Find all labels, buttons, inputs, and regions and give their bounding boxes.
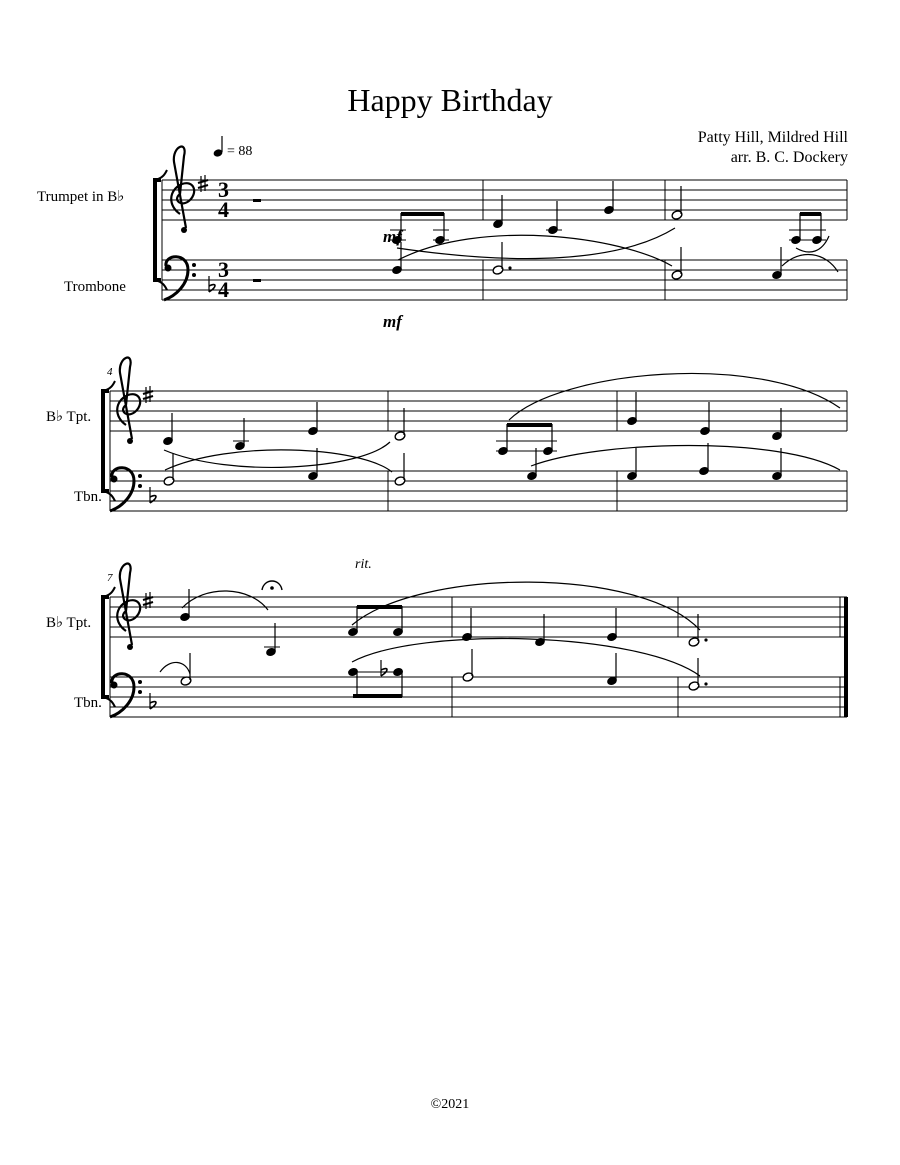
trombone-staff-1 bbox=[162, 260, 847, 300]
trumpet-label-short: B♭ Tpt. bbox=[46, 409, 92, 425]
dynamic-mf-trumpet: mf bbox=[383, 227, 402, 246]
final-barline bbox=[844, 597, 848, 717]
slur bbox=[531, 446, 840, 471]
time-sig-top: 3 bbox=[218, 257, 229, 282]
measure-number: 4 bbox=[107, 366, 113, 378]
brace-2 bbox=[103, 381, 115, 501]
time-sig-top: 3 bbox=[218, 177, 229, 202]
slur bbox=[782, 255, 838, 272]
key-sharp-icon bbox=[143, 386, 153, 403]
composer: Patty Hill, Mildred Hill bbox=[697, 129, 848, 146]
trombone-staff-3 bbox=[110, 677, 847, 717]
trumpet-label: Trumpet in B♭ bbox=[37, 189, 125, 205]
trombone-staff-2 bbox=[110, 471, 847, 511]
key-sharp-icon bbox=[198, 175, 208, 192]
bass-clef-icon bbox=[110, 674, 142, 717]
half-rest bbox=[253, 279, 261, 282]
trumpet-notes-m2 bbox=[492, 181, 615, 235]
trumpet-notes-system2 bbox=[162, 392, 783, 456]
measure-number: 7 bbox=[107, 572, 113, 584]
trombone-label-short: Tbn. bbox=[74, 695, 102, 711]
arranger: arr. B. C. Dockery bbox=[730, 149, 848, 166]
half-rest bbox=[253, 199, 261, 202]
slur bbox=[160, 662, 190, 674]
copyright: ©2021 bbox=[430, 1097, 470, 1112]
slur bbox=[352, 639, 700, 676]
score-title: Happy Birthday bbox=[347, 82, 553, 118]
trombone-notes-system2 bbox=[163, 443, 783, 486]
slur bbox=[796, 236, 829, 252]
key-sharp-icon bbox=[143, 592, 153, 609]
trumpet-label-short: B♭ Tpt. bbox=[46, 615, 92, 631]
trumpet-notes-m3 bbox=[671, 186, 826, 245]
tempo-text: = 88 bbox=[227, 144, 253, 159]
tempo-marking bbox=[213, 136, 253, 159]
trombone-notes-system3 bbox=[180, 649, 708, 697]
time-sig-bottom: 4 bbox=[218, 277, 229, 302]
system-3 bbox=[46, 557, 848, 717]
time-signature-trombone bbox=[218, 257, 229, 302]
trombone-label-short: Tbn. bbox=[74, 489, 102, 505]
slur bbox=[352, 582, 700, 630]
slur bbox=[509, 373, 840, 420]
trumpet-notes-system3 bbox=[179, 581, 708, 657]
trumpet-staff-3 bbox=[110, 597, 847, 717]
system-1 bbox=[37, 136, 847, 331]
trombone-label: Trombone bbox=[64, 279, 126, 295]
trumpet-staff-1 bbox=[162, 180, 847, 300]
system-2 bbox=[46, 358, 847, 511]
ritardando-marking: rit. bbox=[355, 557, 372, 572]
bass-clef-icon bbox=[110, 468, 142, 511]
slur bbox=[164, 442, 390, 467]
bass-clef-icon bbox=[164, 257, 196, 300]
dynamic-mf-trombone: mf bbox=[383, 312, 402, 331]
brace-1 bbox=[155, 170, 167, 290]
brace-3 bbox=[103, 587, 115, 707]
trumpet-staff-2 bbox=[110, 391, 847, 511]
time-sig-bottom: 4 bbox=[218, 197, 229, 222]
trombone-notes-m1 bbox=[391, 242, 783, 280]
time-signature-trumpet bbox=[218, 177, 229, 222]
